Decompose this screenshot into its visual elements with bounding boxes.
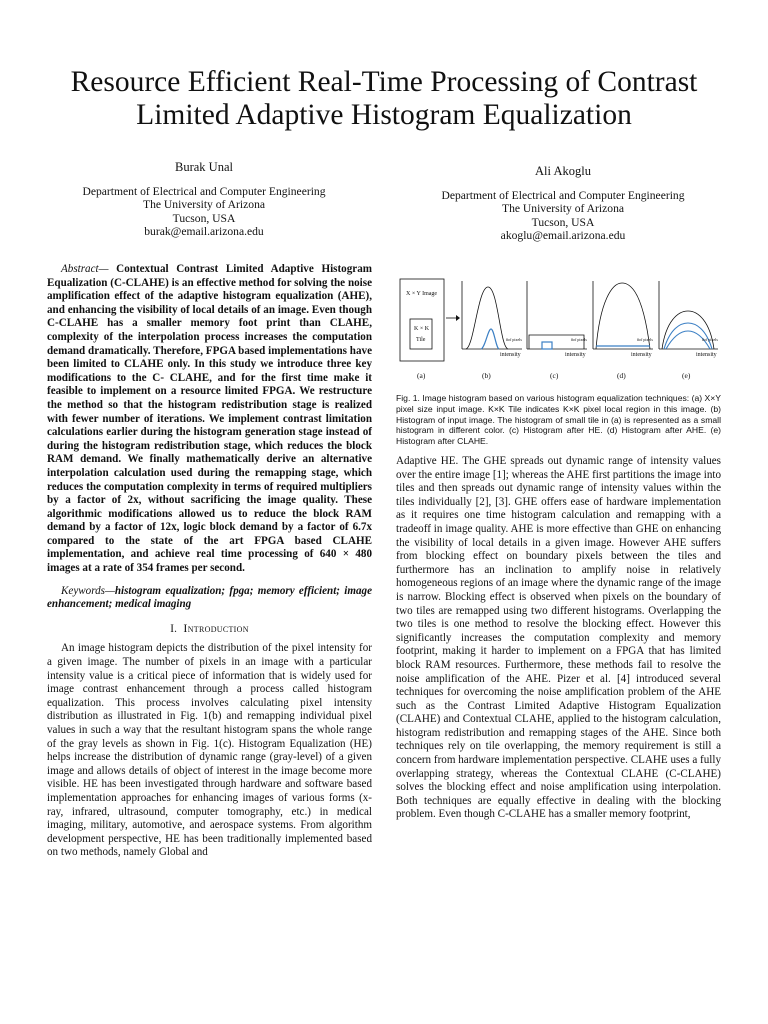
keywords [47,585,372,612]
left-column [47,263,372,860]
author-name: Ali Akoglu [535,164,591,178]
title-line-2: Limited Adaptive Histogram Equalization [136,99,632,131]
tile-box [410,319,432,349]
axis-y-label-c: #of pixels [571,337,587,342]
author-block-1 [54,161,354,239]
axis-x-label-d: intensity [631,352,652,358]
figure-1 [396,271,721,391]
keywords-text: histogram equalization; fpga; memory efficient; image enhancement; medical imaging [47,584,372,611]
keywords-lead: Keywords— [61,584,115,597]
section-number: I. [170,622,178,635]
sub-label-a: (a) [417,371,426,380]
right-column [396,455,721,822]
section-heading [47,622,372,637]
image-label: X × Y Image [406,291,438,297]
author-name: Burak Unal [175,160,233,174]
sub-label-e: (e) [682,371,691,380]
paper-title [20,66,748,132]
abstract-lead: Abstract— [61,263,109,275]
axis-x-label-b: intensity [500,352,521,358]
section-title: Introduction [183,620,249,635]
author-email[interactable]: akoglu@email.arizona.edu [500,229,626,242]
author-block-2 [413,165,713,243]
title-line-1: Resource Efficient Real-Time Processing of Contrast [70,66,698,98]
author-university: The University of Arizona [142,198,266,211]
clipped-curve-e [664,323,712,349]
abstract-text: Contextual Contrast Limited Adaptive Histogram Equalization (C-CLAHE) is an effective method for solving the noise amplification effect of the adaptive histogram equalization (AHE), and enhancing the visibility of local details of an image. Even though C-CLAHE has a smaller memory foot print than CLAHE, complexity of the interpolation process increases the computation demand dramatically. Therefore, FPGA based implementations have been limited to CLAHE only. In this study we introduce three key modifications to the C- CLAHE, and for the first time make it feasible to implement on a resource limited FPGA. We restructure the method so that the histogram redistribution stage is realized with fewer number of iterations. We implement contrast limitation calculations earlier during the histogram generation stage instead of during the histogram redistribution stage, which reduces the block RAM demand. We finally mathematically derive an alternative interpolation calculation used during the remapping stage, which reduces the computation complexity in terms of required multipliers by a factor of 2x, without sacrificing the image quality. These algorithmic modifications allowed us to reduce the block RAM demand by a factor of 12x, logic block demand by a factor of 6.7x compared to the state of the art FPGA based CLAHE implementation, and achieve real time processing of 640 × 480 images at a rate of 354 frames per second. [47,263,372,575]
axis-y-label-d: #of pixels [637,337,653,342]
sub-label-c: (c) [550,371,559,380]
axis-x-label-e: intensity [696,352,717,358]
sub-label-b: (b) [482,371,491,380]
sub-label-d: (d) [617,371,626,380]
histogram-curve-b [466,287,508,349]
axis-x-label-c: intensity [565,352,586,358]
author-city: Tucson, USA [531,215,595,229]
author-city: Tucson, USA [172,211,236,225]
intro-paragraph: An image histogram depicts the distribution of the pixel intensity for a given image. The number of pixels in an image with a particular intensity value is a critical piece of information that is widely used for image contrast enhancement through a process called histogram equalization. This process involves calculating pixel intensity distribution as illustrated in Fig. 1(b) and remapping individual pixel values in such a way that the resultant histogram spans the whole range of the gray levels as shown in Fig. 1(c). Histogram Equalization (HE) helps increase the distribution of dynamic range (gray-level) of a given image and allows details of object of interest in the image become more visible. HE has been investigated through hardware and software based implementation approaches for enhancing images of various forms (x-ray, infrared, ultrasound, computer tomography, etc.) in medical imaging, military, automotive, and aerospace systems. From algorithm development perspective, HE has been traditionally implemented based on two methods, namely Global and [47,642,372,859]
tile-histogram-b [481,329,499,349]
right-paragraph: Adaptive HE. The GHE spreads out dynamic range of intensity values over the entire image [1]; whereas the AHE first partitions the image into tiles and then spreads out dynamic range of intensity values within the tiles individually [2], [3]. GHE offers ease of hardware implementation as it requires one time histogram calculation and remapping with a tradeoff in image quality. AHE is more effective than GHE on enhancing the visibility of local details in a given image. However AHE suffers from blocking effect on boundary pixels between the tiles and furthermore has an inclination to amplify noise in relatively homogeneous regions of an image where the dynamic range of the image is narrow. Blocking effect is observed when pixels on the boundary of two tiles are remapped using two different histograms. Overlapping the two tiles is one method to resolve the blocking effect. However this significantly increases the computation complexity and memory footprint, making it harder to implement on a FPGA that has limited block RAM resources. Furthermore, these methods fail to resolve the noise amplification of the AHE. Pizer et al. [4] introduced several techniques for overcoming the noise amplification problem of the AHE such as the Contrast Limited Adaptive Histogram Equalization (CLAHE) and Contextual CLAHE, applied to the histogram calculation, histogram redistribution and remapping stages of the AHE. Since both techniques rely on tile overlapping, the memory requirement is still a concern from hardware implementation perspective. CLAHE uses a fully overlapping strategy, whereas the Contextual CLAHE (C-CLAHE) solves the blocking effect and noise amplification using interpolation. Both techniques are equally effective in dealing with the blocking problem. Even though C-CLAHE has a smaller memory footprint, [396,455,721,821]
author-email[interactable]: burak@email.arizona.edu [144,225,264,238]
tile-histogram-c [542,342,552,349]
author-university: The University of Arizona [501,202,625,215]
author-dept: Department of Electrical and Computer Engineering [441,188,685,202]
axis-y-label-b: #of pixels [506,337,522,342]
tile-label-top: K × K [414,326,430,332]
arrow-head [456,315,460,321]
tile-label-bottom: Tile [416,337,426,343]
author-dept: Department of Electrical and Computer Engineering [82,184,326,198]
abstract [47,263,372,576]
figure-caption: Fig. 1. Image histogram based on various histogram equalization techniques: (a) X×Y pixel size input image. K×K Tile indicates K×K pixel local region in this image. (b) Histogram of input image. The histogram of small tile in (a) is represented as a small histogram in different color. (c) Histogram after HE. (d) Histogram after AHE. (e) Histogram after CLAHE. [396,393,721,447]
axis-y-label-e: #of pixels [702,337,718,342]
